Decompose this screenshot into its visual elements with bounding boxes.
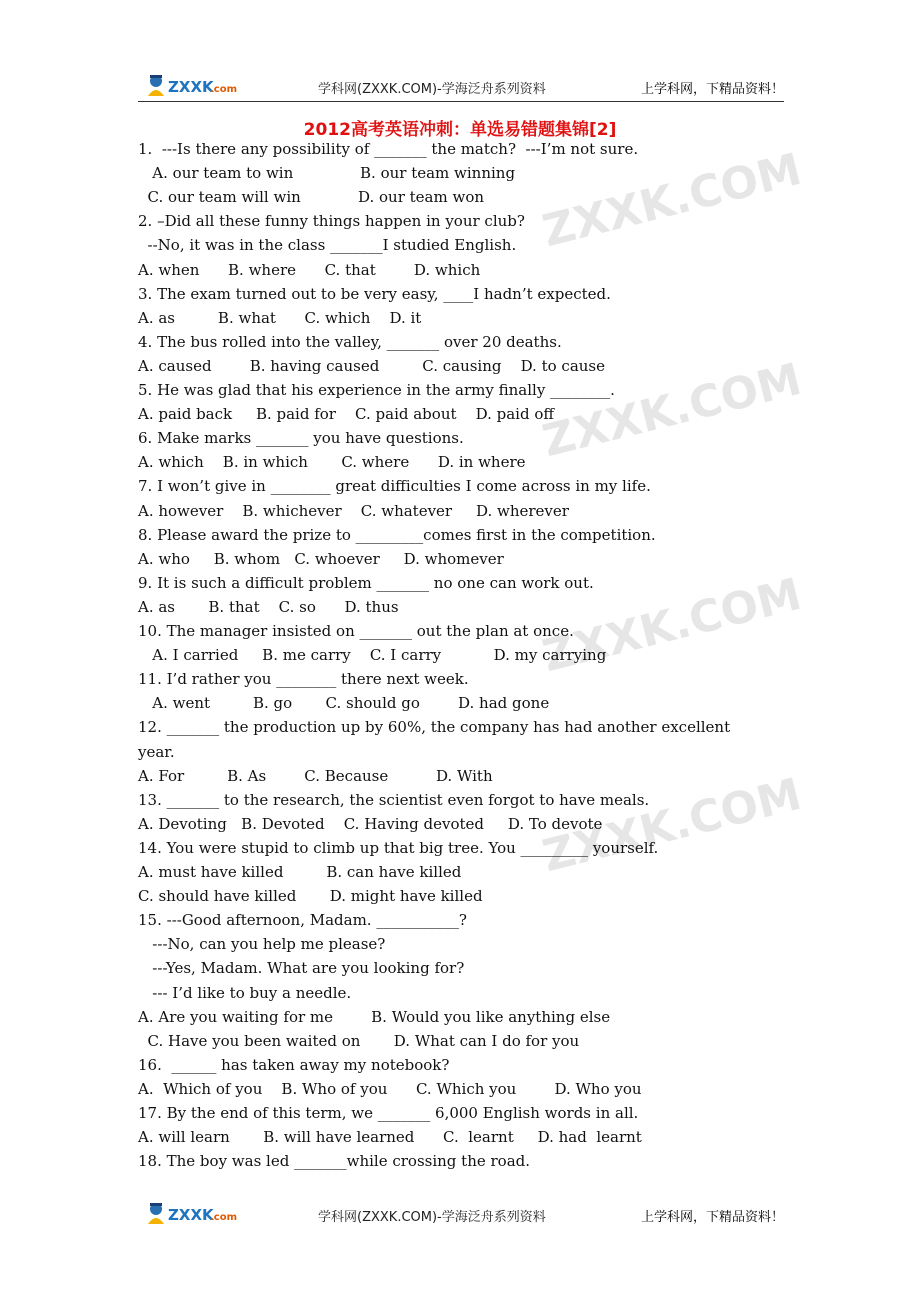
text-line: --- I’d like to buy a needle. — [138, 983, 352, 1002]
text-line: A. went B. go C. should go D. had gone — [138, 694, 550, 713]
text-line: 4. The bus rolled into the valley, _______ over 20 deaths. — [138, 332, 562, 351]
zxxk-logo-icon — [144, 72, 242, 98]
text-line: 2. –Did all these funny things happen in your club? — [138, 212, 525, 231]
text-line: 3. The exam turned out to be very easy, ____I hadn’t expected. — [138, 284, 611, 303]
svg-text:.com: .com — [210, 1212, 238, 1223]
text-line: A. will learn B. will have learned C. learnt D. had learnt — [138, 1128, 642, 1147]
text-line: ---Yes, Madam. What are you looking for? — [138, 959, 465, 978]
header-center-text: 学科网(ZXXK.COM)-学海泛舟系列资料 — [318, 82, 546, 97]
page-footer — [138, 1200, 784, 1230]
text-line: A. however B. whichever C. whatever D. wherever — [138, 501, 569, 520]
text-line: A. which B. in which C. where D. in where — [138, 453, 526, 472]
text-line: 17. By the end of this term, we _______ 6,000 English words in all. — [138, 1104, 639, 1122]
text-line: 9. It is such a difficult problem _______ no one can work out. — [138, 573, 594, 592]
text-line: 18. The boy was led _______while crossing the road. — [138, 1152, 531, 1171]
watermark: ZXXK.COM — [537, 353, 807, 468]
watermark: ZXXK.COM — [537, 768, 807, 883]
svg-text:.com: .com — [210, 84, 238, 95]
footer-right-text: 上学科网，下精品资料！ — [640, 1210, 784, 1225]
footer-center-text: 学科网(ZXXK.COM)-学海泛舟系列资料 — [318, 1210, 546, 1225]
text-line: 5. He was glad that his experience in the army finally ________. — [138, 381, 615, 399]
page-header — [138, 72, 784, 102]
text-line: A. who B. whom C. whoever D. whomever — [138, 549, 504, 568]
text-line: A. caused B. having caused C. causing D. to cause — [138, 356, 605, 375]
text-line: A. paid back B. paid for C. paid about D. paid off — [138, 405, 555, 424]
text-line: ---No, can you help me please? — [138, 935, 386, 954]
text-line: 16. ______ has taken away my notebook? — [138, 1055, 450, 1074]
text-line: A. when B. where C. that D. which — [138, 260, 481, 279]
text-line: 15. ---Good afternoon, Madam. ___________? — [138, 911, 467, 930]
text-line: A. our team to win B. our team winning — [138, 164, 516, 183]
text-line: C. Have you been waited on D. What can I do for you — [138, 1031, 580, 1050]
text-line: A. Which of you B. Who of you C. Which you D. Who you — [138, 1079, 642, 1098]
text-line: A. as B. what C. which D. it — [138, 308, 422, 327]
text-line: A. For B. As C. Because D. With — [138, 766, 493, 785]
text-line: 7. I won’t give in ________ great difficulties I come across in my life. — [138, 477, 651, 496]
header-rule — [138, 101, 784, 102]
text-line: 1. ---Is there any possibility of _______ the match? ---I’m not sure. — [138, 140, 639, 158]
text-line: year. — [138, 742, 175, 761]
text-line: A. must have killed B. can have killed — [138, 863, 462, 881]
zxxk-logo-icon — [144, 1200, 242, 1226]
text-line: A. I carried B. me carry C. I carry D. my carrying — [138, 646, 607, 665]
text-line: C. should have killed D. might have killed — [138, 887, 483, 906]
text-line: 10. The manager insisted on _______ out the plan at once. — [138, 622, 574, 640]
text-line: 14. You were stupid to climb up that big tree. You _________ yourself. — [138, 838, 659, 857]
svg-text:ZXXK: ZXXK — [168, 78, 214, 96]
watermark: ZXXK.COM — [537, 568, 807, 683]
page-title: 2012高考英语冲刺：单选易错题集锦[2] — [303, 120, 617, 140]
text-line: 11. I’d rather you ________ there next week. — [138, 670, 469, 689]
text-line: 8. Please award the prize to _________comes first in the competition. — [138, 525, 656, 544]
text-line: A. as B. that C. so D. thus — [138, 597, 399, 616]
text-line: --No, it was in the class _______I studied English. — [138, 236, 517, 255]
svg-text:ZXXK: ZXXK — [168, 1206, 214, 1224]
text-line: C. our team will win D. our team won — [138, 188, 485, 207]
header-right-text: 上学科网，下精品资料！ — [640, 82, 784, 97]
text-line: 6. Make marks _______ you have questions. — [138, 429, 464, 448]
text-line: 13. _______ to the research, the scientist even forgot to have meals. — [138, 790, 650, 809]
text-line: 12. _______ the production up by 60%, the company has had another excellent — [138, 718, 731, 737]
text-line: A. Are you waiting for me B. Would you like anything else — [138, 1007, 611, 1026]
text-line: A. Devoting B. Devoted C. Having devoted D. To devote — [138, 814, 603, 833]
watermark: ZXXK.COM — [537, 143, 807, 258]
